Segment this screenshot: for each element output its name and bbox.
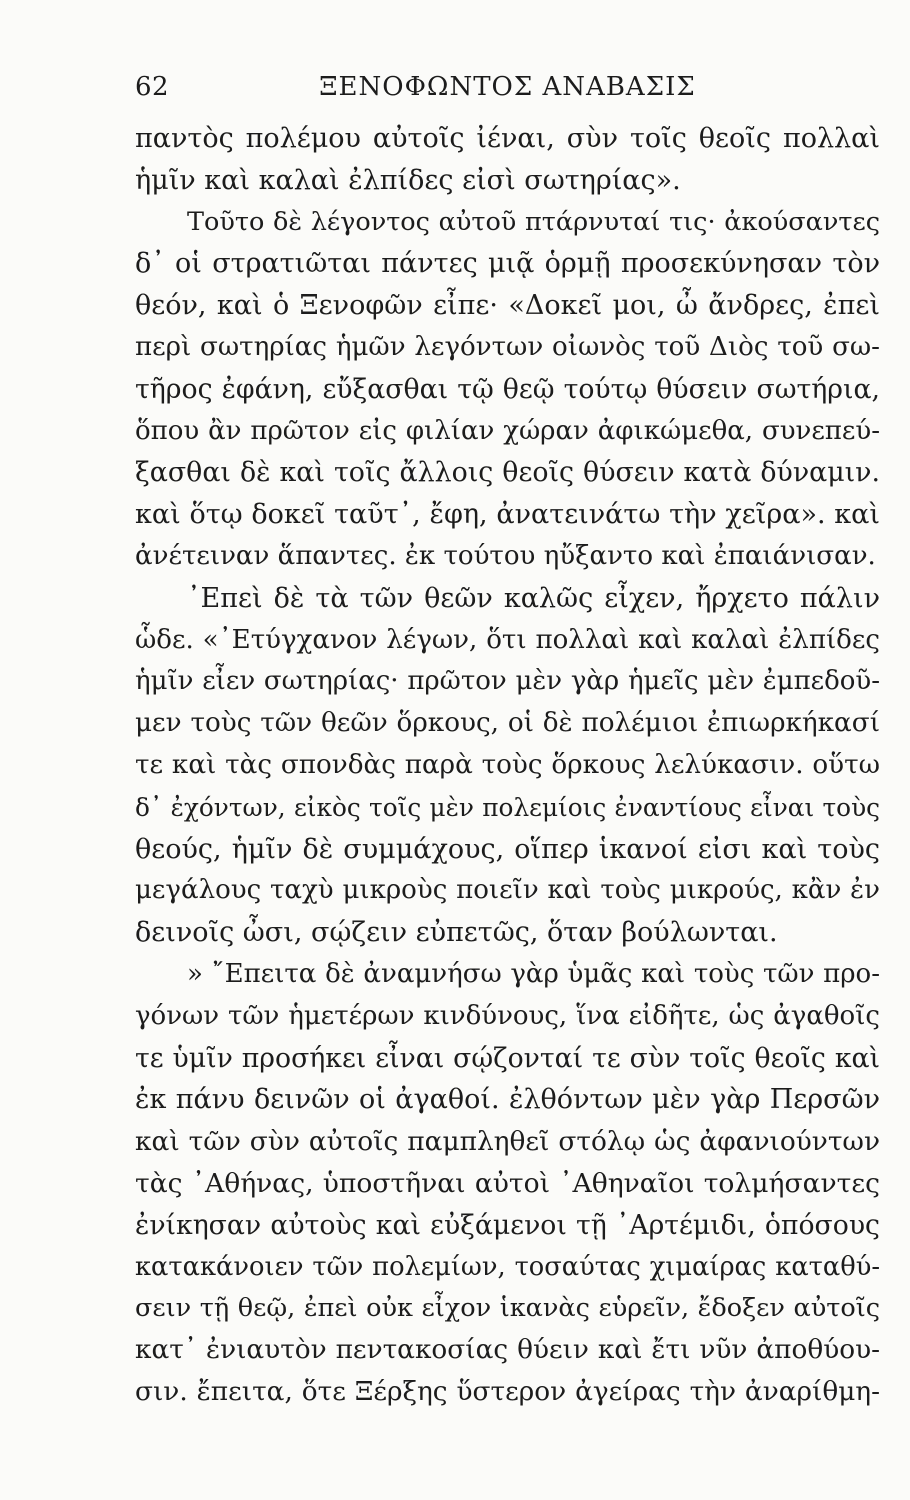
text-line: δ᾽ ἐχόντων, εἰκὸς τοῖς μὲν πολεμίοις ἐναντίους εἶναι τοὺς xyxy=(135,792,880,822)
text-line: δ᾽ οἱ στρατιῶται πάντες μιᾷ ὁρμῇ προσεκύνησαν τὸν xyxy=(135,248,880,280)
text-line: μεν τοὺς τῶν θεῶν ὅρκους, οἱ δὲ πολέμιοι ἐπιωρκήκασί xyxy=(135,708,880,739)
text-line: θεόν, καὶ ὁ Ξενοφῶν εἶπε· «Δοκεῖ μοι, ὦ ἄνδρες, ἐπεὶ xyxy=(135,290,880,322)
text-line: παντὸς πολέμου αὐτοῖς ἰέναι, σὺν τοῖς θεοῖς πολλαὶ xyxy=(135,123,880,154)
text-line: ξασθαι δὲ καὶ τοῖς ἄλλοις θεοῖς θύσειν κατὰ δύναμιν. xyxy=(135,457,880,489)
text-line: Τοῦτο δὲ λέγοντος αὐτοῦ πτάρνυταί τις· ἀκούσαντες xyxy=(187,206,880,237)
text-line: κατ᾽ ἐνιαυτὸν πεντακοσίας θύειν καὶ ἔτι νῦν ἀποθύου- xyxy=(135,1335,880,1366)
text-line: σειν τῇ θεῷ, ἐπεὶ οὐκ εἶχον ἱκανὰς εὑρεῖν, ἔδοξεν αὐτοῖς xyxy=(135,1293,880,1324)
page-number: 62 xyxy=(135,72,170,102)
body-text xyxy=(135,118,880,1414)
running-head: ΞΕΝΟΦΩΝΤΟΣ ΑΝΑΒΑΣΙΣ xyxy=(319,72,696,102)
text-line: καὶ τῶν σὺν αὐτοῖς παμπληθεῖ στόλῳ ὡς ἀφανιούντων xyxy=(135,1126,880,1158)
text-line: τῆρος ἐφάνη, εὔξασθαι τῷ θεῷ τούτῳ θύσειν σωτήρια, xyxy=(135,373,880,405)
text-line: ἡμῖν καὶ καλαὶ ἐλπίδες εἰσὶ σωτηρίας». xyxy=(135,164,681,196)
text-line: γόνων τῶν ἡμετέρων κινδύνους, ἵνα εἰδῆτε, ὡς ἀγαθοῖς xyxy=(135,1000,880,1031)
text-line: θεούς, ἡμῖν δὲ συμμάχους, οἵπερ ἱκανοί εἰσι καὶ τοὺς xyxy=(135,833,880,865)
text-line: κατακάνοιεν τῶν πολεμίων, τοσαύτας χιμαίρας καταθύ- xyxy=(135,1251,880,1282)
text-line: τὰς ᾿Αθήνας, ὑποστῆναι αὐτοὶ ᾿Αθηναῖοι τολμήσαντες xyxy=(135,1167,880,1199)
text-line: περὶ σωτηρίας ἡμῶν λεγόντων οἰωνὸς τοῦ Διὸς τοῦ σω- xyxy=(135,331,880,362)
text-line: καὶ ὅτῳ δοκεῖ ταῦτ᾽, ἔφη, ἀνατεινάτω τὴν χεῖρα». καὶ xyxy=(135,499,880,531)
page-header xyxy=(135,72,880,112)
text-line: » ῎Επειτα δὲ ἀναμνήσω γὰρ ὑμᾶς καὶ τοὺς τῶν προ- xyxy=(187,958,880,989)
text-line: ἐκ πάνυ δεινῶν οἱ ἀγαθοί. ἐλθόντων μὲν γὰρ Περσῶν xyxy=(135,1084,880,1116)
text-line: τε καὶ τὰς σπονδὰς παρὰ τοὺς ὅρκους λελύκασιν. οὕτω xyxy=(135,749,880,780)
text-line: ἀνέτειναν ἅπαντες. ἐκ τούτου ηὔξαντο καὶ ἐπαιάνισαν. xyxy=(135,540,876,571)
text-line: ὧδε. «᾿Ετύγχανον λέγων, ὅτι πολλαὶ καὶ καλαὶ ἐλπίδες xyxy=(135,624,880,655)
text-line: δεινοῖς ὦσι, σῴζειν εὐπετῶς, ὅταν βούλωνται. xyxy=(135,917,778,949)
text-line: μεγάλους ταχὺ μικροὺς ποιεῖν καὶ τοὺς μικρούς, κἂν ἐν xyxy=(135,875,880,906)
text-line: σιν. ἔπειτα, ὅτε Ξέρξης ὕστερον ἀγείρας τὴν ἀναρίθμη- xyxy=(135,1376,880,1407)
text-line: ἡμῖν εἶεν σωτηρίας· πρῶτον μὲν γὰρ ἡμεῖς μὲν ἐμπεδοῦ- xyxy=(135,666,880,697)
text-line: τε ὑμῖν προσήκει εἶναι σῴζονταί τε σὺν τοῖς θεοῖς καὶ xyxy=(135,1042,880,1074)
text-line: ὅπου ἂν πρῶτον εἰς φιλίαν χώραν ἀφικώμεθα, συνεπεύ- xyxy=(135,415,880,446)
text-line: ᾿Επεὶ δὲ τὰ τῶν θεῶν καλῶς εἶχεν, ἤρχετο πάλιν xyxy=(187,582,880,614)
text-line: ἐνίκησαν αὐτοὺς καὶ εὐξάμενοι τῇ ᾿Αρτέμιδι, ὁπόσους xyxy=(135,1209,880,1241)
